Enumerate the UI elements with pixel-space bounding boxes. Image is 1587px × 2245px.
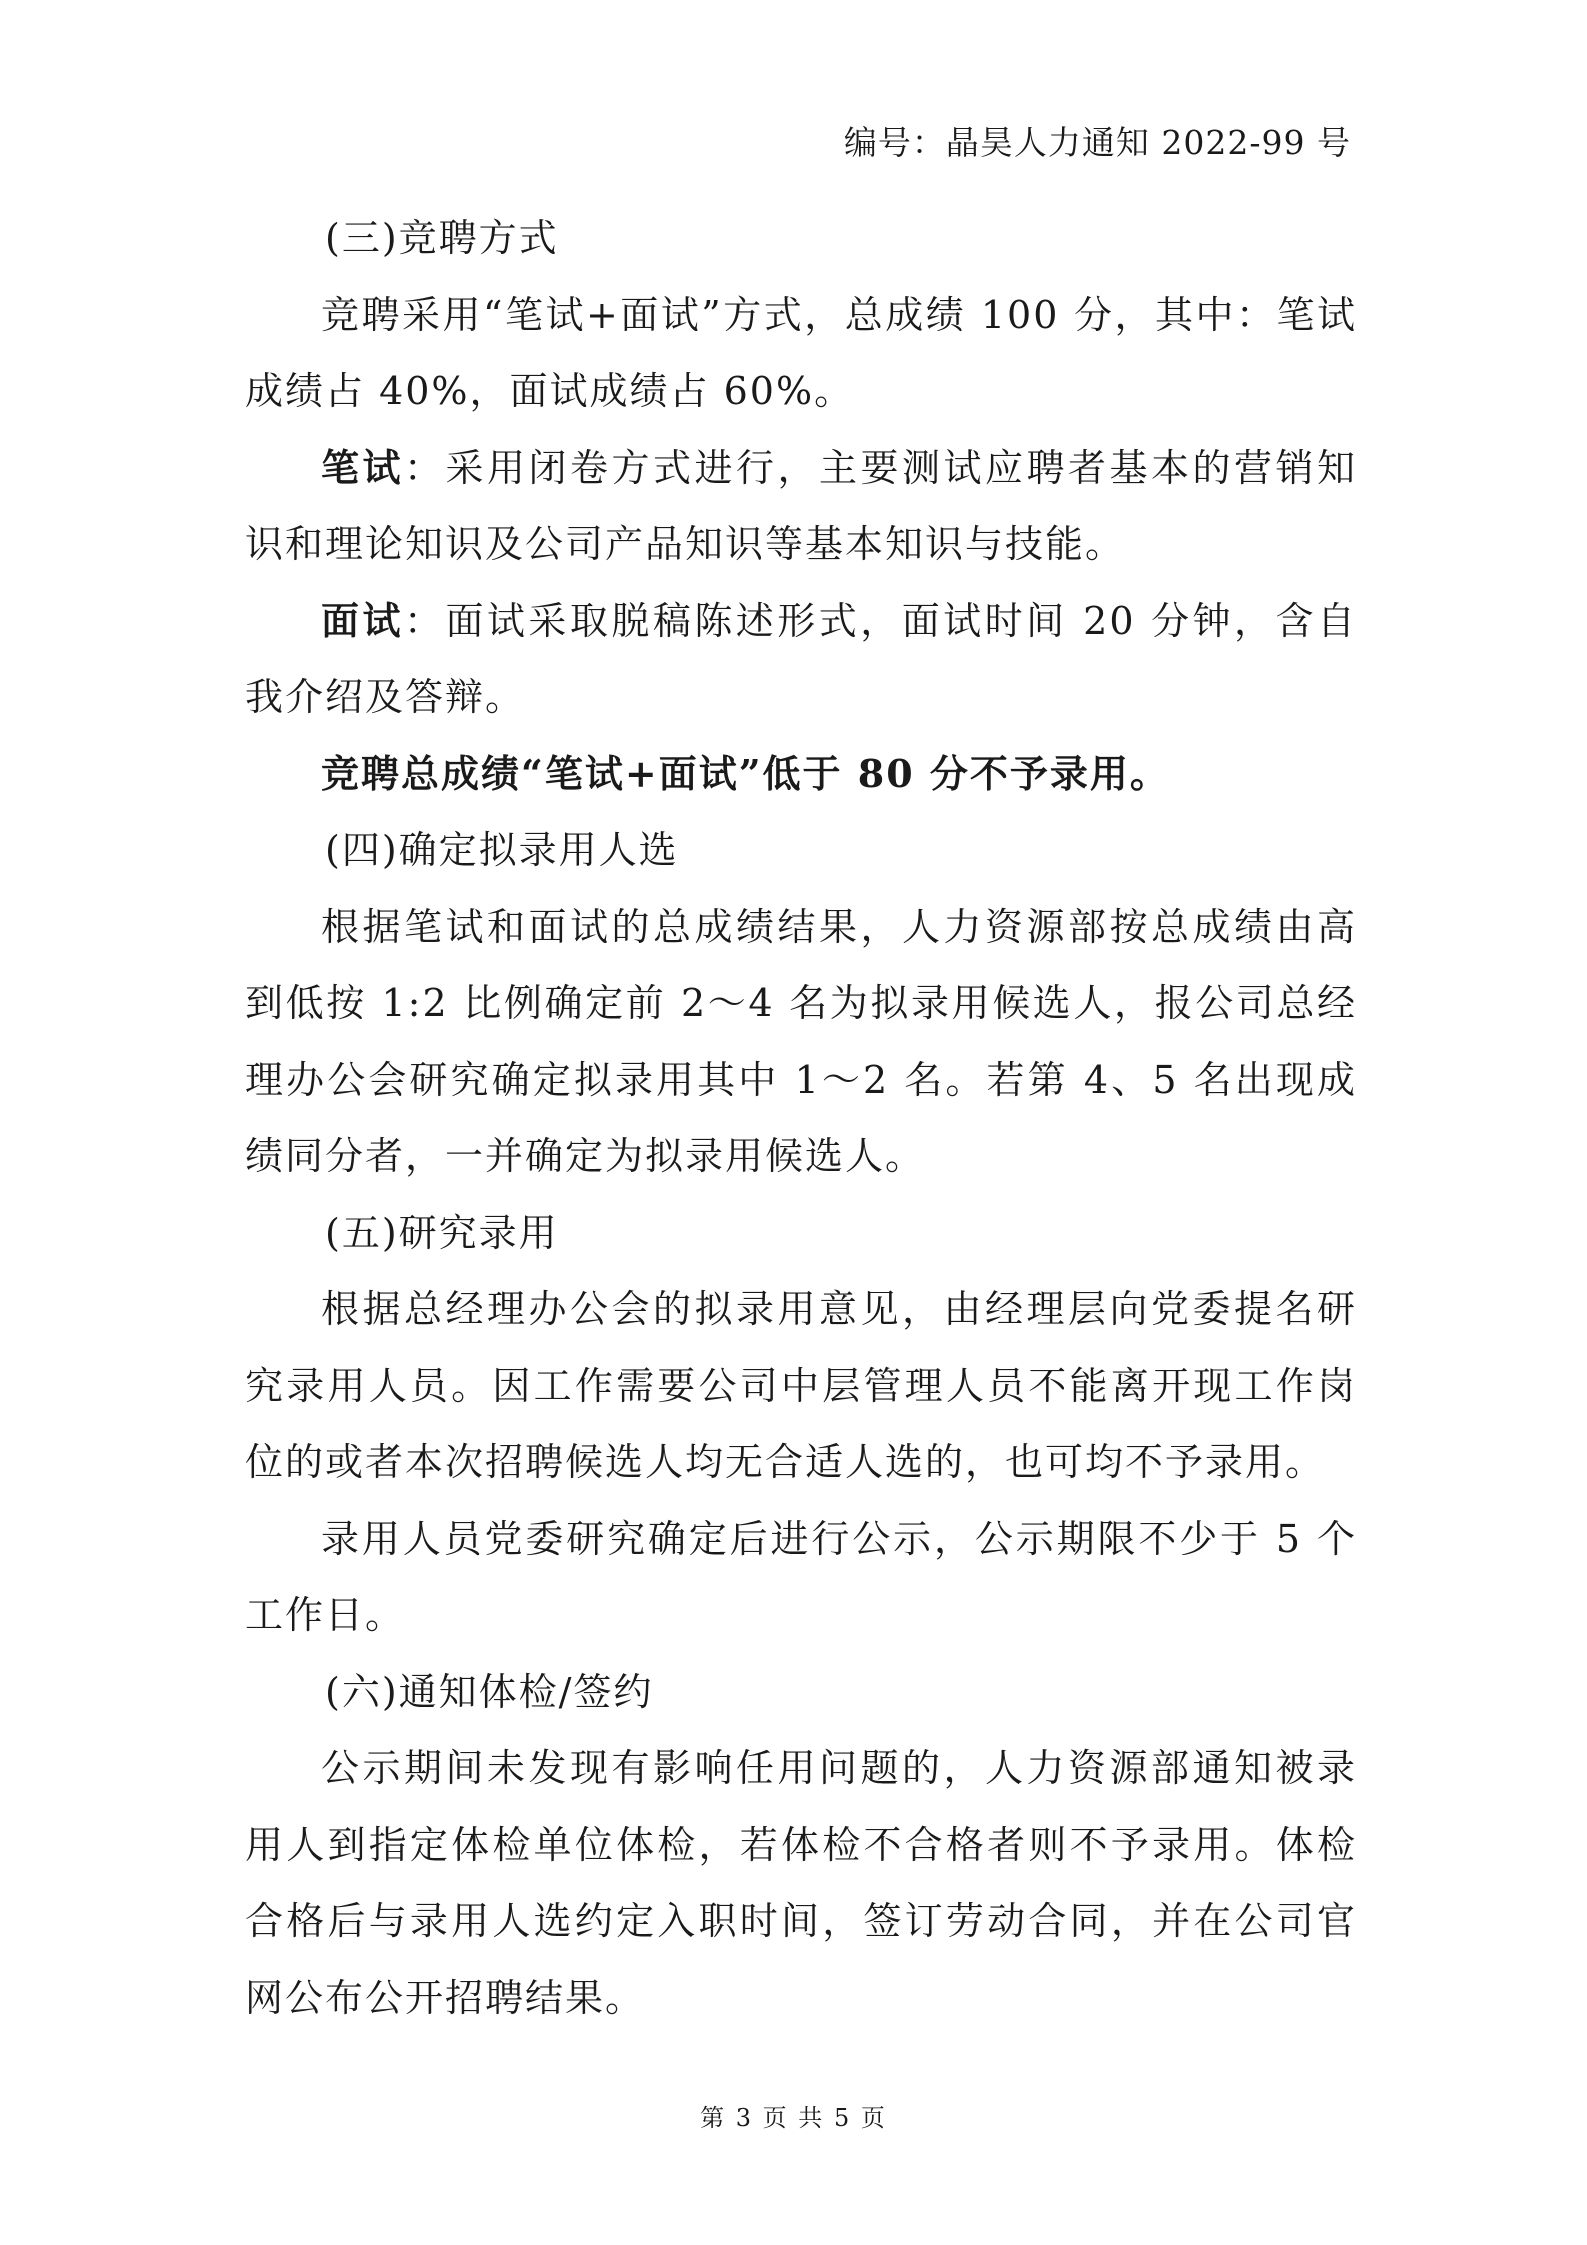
- section-4-paragraph-1: 根据笔试和面试的总成绩结果，人力资源部按总成绩由高到低按 1:2 比例确定前 2～4 名为拟录用候选人，报公司总经理办公会研究确定拟录用其中 1～2 名。若第 4、5 名出现成绩同分者，一并确定为拟录用候选人。: [245, 904, 1357, 1178]
- section-5-heading: (五)研究录用: [325, 1210, 559, 1255]
- document-number: 编号：晶昊人力通知 2022-99 号: [843, 123, 1351, 162]
- section-6-paragraph-1: 公示期间未发现有影响任用问题的，人力资源部通知被录用人到指定体检单位体检，若体检不合格者则不予录用。体检合格后与录用人选约定入职时间，签订劳动合同，并在公司官网公布公开招聘结果。: [245, 1746, 1357, 2020]
- section-3-written-test: [245, 430, 1357, 583]
- interview-label: 面试: [321, 597, 404, 643]
- section-3-interview: [245, 583, 1357, 736]
- document-body: [245, 200, 1357, 2036]
- section-6-heading: (六)通知体检/签约: [325, 1669, 654, 1714]
- written-test-label: 笔试: [321, 444, 404, 490]
- section-3-paragraph-1: 竞聘采用“笔试+面试”方式，总成绩 100 分，其中：笔试成绩占 40%，面试成绩占 60%。: [245, 292, 1357, 413]
- written-test-text: ：采用闭卷方式进行，主要测试应聘者基本的营销知识和理论知识及公司产品知识等基本知识与技能。: [245, 445, 1357, 566]
- section-5-paragraph-2: 录用人员党委研究确定后进行公示，公示期限不少于 5 个工作日。: [245, 1516, 1357, 1637]
- section-3-total-score: 竞聘总成绩“笔试+面试”低于 80 分不予录用。: [321, 750, 1170, 796]
- section-3-heading: (三)竞聘方式: [325, 216, 559, 260]
- interview-text: ：面试采取脱稿陈述形式，面试时间 20 分钟，含自我介绍及答辩。: [245, 598, 1357, 719]
- section-4-heading: (四)确定拟录用人选: [325, 828, 679, 872]
- section-5-paragraph-1: 根据总经理办公会的拟录用意见，由经理层向党委提名研究录用人员。因工作需要公司中层管理人员不能离开现工作岗位的或者本次招聘候选人均无合适人选的，也可均不予录用。: [245, 1287, 1357, 1484]
- page-footer: 第 3 页 共 5 页: [700, 2104, 887, 2132]
